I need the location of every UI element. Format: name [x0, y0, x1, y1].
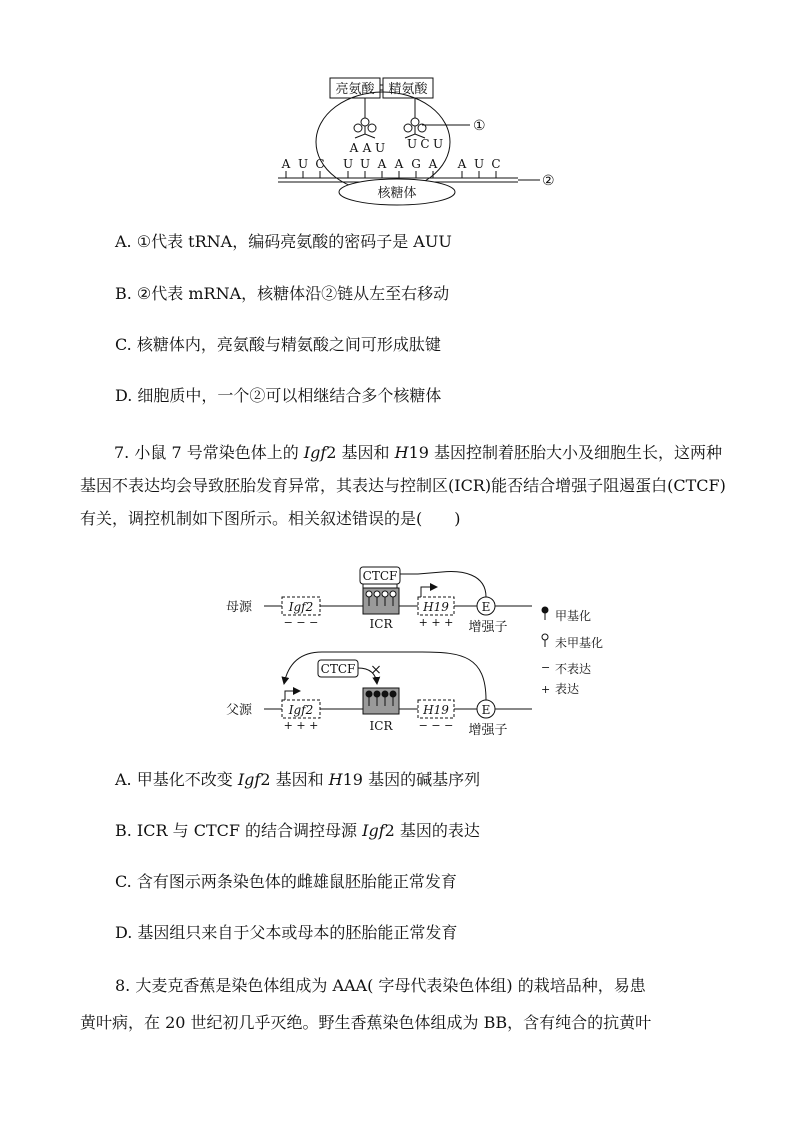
legend-methylated: 甲基化	[555, 609, 592, 623]
legend-expressed: 表达	[555, 682, 580, 696]
legend	[541, 607, 603, 696]
q7-option-b: B. ICR 与 CTCF 的结合调控母源 Igf2 基因的表达	[115, 821, 480, 840]
q6-option-d: D. 细胞质中，一个②可以相继结合多个核糖体	[115, 386, 442, 405]
mrna-base: U	[297, 157, 309, 171]
maternal-igf2-expression: − − −	[283, 616, 319, 629]
legend-unmethylated: 未甲基化	[555, 636, 604, 650]
q6-option-a: A. ①代表 tRNA，编码亮氨酸的密码子是 AUU	[115, 232, 452, 251]
anticodon-1-base: A	[349, 141, 359, 155]
translation-diagram	[272, 72, 572, 212]
legend-minus-symbol: −	[541, 661, 551, 674]
label-1: ①	[473, 118, 486, 134]
imprinting-diagram	[222, 560, 632, 746]
trna-2-icon	[404, 118, 426, 138]
q7-option-d: D. 基因组只来自于父本或母本的胚胎能正常发育	[115, 923, 458, 942]
mrna-base: C	[315, 157, 325, 171]
paternal-ctcf-label: CTCF	[320, 662, 356, 676]
maternal-icr-label: ICR	[369, 617, 393, 631]
anticodon-2-base: U	[432, 137, 444, 151]
q7-stem: 7. 小鼠 7 号常染色体上的 Igf2 基因和 H19 基因控制着胚胎大小及细胞生长，这两种基因不表达均会导致胚胎发育异常，其表达与控制区(ICR)能否结合增强子阻遏蛋白(CTCF)有关，调控机制如下图所示。相关叙述错误的是( )	[80, 443, 726, 528]
maternal-label: 母源	[226, 600, 253, 615]
ribosome-label: 核糖体	[377, 186, 417, 201]
label-2: ②	[542, 173, 555, 189]
mrna-base: A	[377, 157, 387, 171]
legend-plus-symbol: +	[541, 683, 551, 696]
q7-option-c: C. 含有图示两条染色体的雌雄鼠胚胎能正常发育	[115, 872, 457, 891]
blocked-cross: ×	[370, 662, 382, 678]
svg-text:E: E	[481, 600, 491, 614]
mrna-base: C	[491, 157, 501, 171]
paternal-igf2-label: Igf2	[288, 703, 314, 717]
maternal-h19-expression: + + +	[418, 616, 454, 629]
anticodon-2-base: U	[406, 137, 418, 151]
svg-text:E: E	[481, 703, 491, 717]
arginine-label: 精氨酸	[388, 82, 428, 97]
maternal-enhancer-label: 增强子	[468, 620, 508, 635]
leucine-label: 亮氨酸	[335, 82, 375, 97]
anticodon-2-base: C	[420, 137, 430, 151]
mrna-base: A	[428, 157, 438, 171]
paternal-icr-label: ICR	[369, 719, 393, 733]
q6-option-c: C. 核糖体内，亮氨酸与精氨酸之间可形成肽键	[115, 335, 441, 354]
legend-not-expressed: 不表达	[555, 662, 592, 676]
anticodon-1-base: U	[374, 141, 386, 155]
paternal-label: 父源	[226, 703, 253, 718]
q6-option-b: B. ②代表 mRNA，核糖体沿②链从左至右移动	[115, 284, 450, 303]
anticodon-1-base: A	[362, 141, 372, 155]
paternal-enhancer-label: 增强子	[468, 723, 508, 738]
q8-stem-line-1: 8. 大麦克香蕉是染色体组成为 AAA( 字母代表染色体组) 的栽培品种，易患	[115, 976, 646, 995]
q7-option-a: A. 甲基化不改变 Igf2 基因和 H19 基因的碱基序列	[115, 770, 481, 789]
maternal-igf2-label: Igf2	[288, 600, 314, 614]
maternal-h19-label: H19	[423, 600, 449, 614]
paternal-igf2-expression: + + +	[283, 719, 319, 732]
maternal-ctcf-label: CTCF	[362, 569, 398, 583]
paternal-h19-label: H19	[423, 703, 449, 717]
paternal-h19-expression: − − −	[418, 719, 454, 732]
mrna-base: A	[394, 157, 404, 171]
mrna-base: A	[457, 157, 467, 171]
q8-stem-line-2: 黄叶病，在 20 世纪初几乎灭绝。野生香蕉染色体组成为 BB，含有纯合的抗黄叶	[80, 1013, 652, 1032]
mrna-base: U	[359, 157, 371, 171]
mrna-base: G	[411, 157, 421, 171]
trna-1-icon	[354, 118, 376, 138]
mrna-base: U	[342, 157, 354, 171]
mrna-base: U	[473, 157, 485, 171]
mrna-base: A	[281, 157, 291, 171]
